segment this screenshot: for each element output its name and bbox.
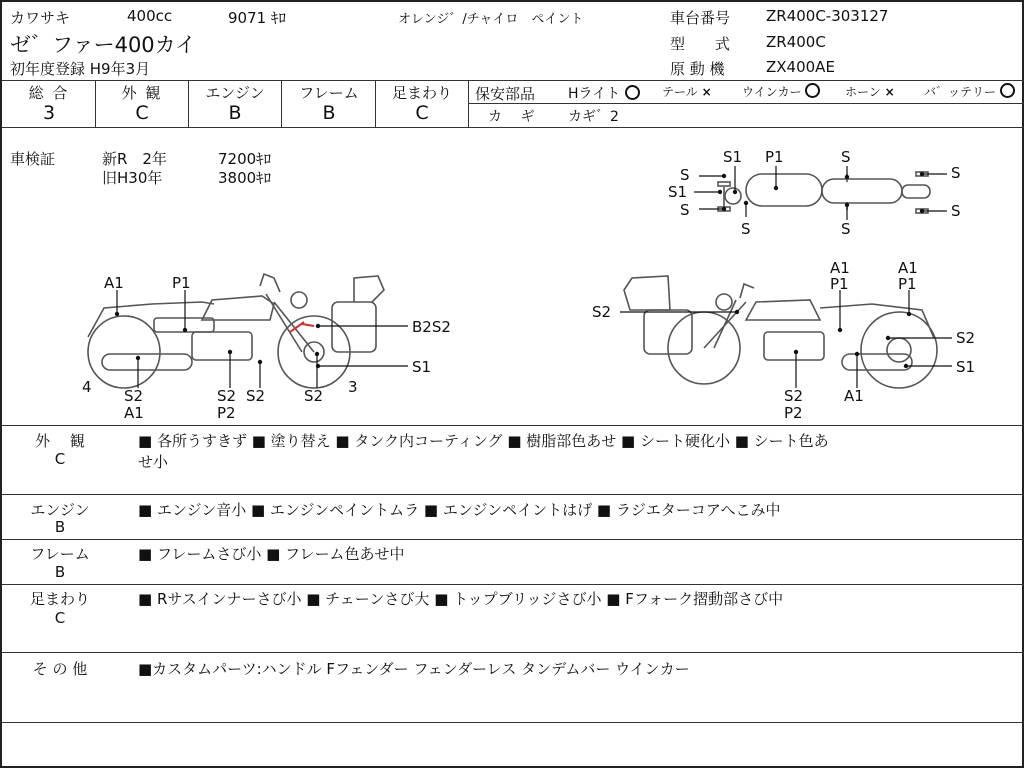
divider <box>2 494 1024 495</box>
diagram-label: S2 <box>246 387 266 405</box>
diagram-label: S1 <box>723 148 743 166</box>
damage-diagram <box>2 130 1024 425</box>
inspection-old-km: 3800ｷﾛ <box>218 169 272 187</box>
diagram-label: A1 <box>124 404 144 422</box>
diagram-label: S1 <box>668 183 688 201</box>
score-value-exterior: C <box>135 102 149 124</box>
divider <box>468 80 469 127</box>
notes-grade-engine: B <box>54 518 66 536</box>
keys-label: カ ギ <box>488 109 535 125</box>
top-view-bike-icon <box>718 172 930 213</box>
frame-no: ZR400C-303127 <box>766 7 889 25</box>
first-registration: 初年度登録 H9年3月 <box>10 60 151 78</box>
safety-title: 保安部品 <box>475 85 536 103</box>
diagram-label: P2 <box>217 404 236 422</box>
divider <box>468 103 1024 104</box>
safety-battery: バ゛ッテリー <box>924 83 1015 100</box>
notes-category-engine: エンジン <box>30 501 90 519</box>
score-label-overall: 総 合 <box>28 84 70 102</box>
diagram-label: S2 <box>124 387 144 405</box>
diagram-label: S <box>841 148 851 166</box>
type-label: 型 式 <box>670 35 731 53</box>
score-label-suspension: 足まわり <box>391 84 452 102</box>
diagram-label: P1 <box>898 275 917 293</box>
score-label-frame: フレーム <box>299 84 359 102</box>
notes-text-engine: ■ エンジン音小 ■ エンジンペイントムラ ■ エンジンペイントはげ ■ ラジエターコアへこみ中 <box>138 501 781 519</box>
diagram-label: S1 <box>412 358 432 376</box>
diagram-label: A1 <box>104 274 124 292</box>
safety-tail: テール × <box>662 85 712 99</box>
divider <box>2 652 1024 653</box>
diagram-label: S2 <box>784 387 804 405</box>
diagram-label: S <box>951 202 961 220</box>
diagram-label: 4 <box>82 378 92 396</box>
notes-text-suspension: ■ Rサスインナーさび小 ■ チェーンさび大 ■ トップブリッジさび小 ■ Fフォーク摺動部さび中 <box>138 590 784 608</box>
score-value-frame: B <box>322 102 336 124</box>
divider <box>281 80 282 127</box>
color: オレンジ゛/チャイロ ペイント <box>398 12 584 27</box>
type-value: ZR400C <box>766 33 826 51</box>
diagram-label: S2 <box>304 387 324 405</box>
diagram-label: S <box>951 164 961 182</box>
inspection-old: 旧H30年 <box>102 169 163 187</box>
score-value-suspension: C <box>415 102 429 124</box>
engine-label: 原 動 機 <box>670 60 725 78</box>
ok-circle-icon <box>625 85 640 100</box>
divider <box>2 722 1024 723</box>
model-name: ゼ゛ファー400カイ <box>10 33 197 57</box>
diagram-label: 3 <box>348 378 358 396</box>
score-value-engine: B <box>228 102 242 124</box>
engine-model: ZX400AE <box>766 58 835 76</box>
diagram-label: S2 <box>217 387 237 405</box>
left-side-bike-icon <box>88 274 384 388</box>
safety-headlight: Hライト <box>568 83 640 103</box>
score-label-exterior: 外 観 <box>121 84 163 102</box>
diagram-label: B2S2 <box>412 318 451 336</box>
diagram-label: P2 <box>784 404 803 422</box>
keys-value: カギ゛2 <box>568 109 619 125</box>
notes-category-suspension: 足まわり <box>29 590 90 608</box>
score-label-engine: エンジン <box>205 84 265 102</box>
notes-text-frame: ■ フレームさび小 ■ フレーム色あせ中 <box>138 545 405 563</box>
notes-grade-suspension: C <box>54 609 66 627</box>
diagram-label: S2 <box>592 303 612 321</box>
score-value-overall: 3 <box>42 102 56 124</box>
notes-text-other: ■カスタムパーツ:ハンドル Fフェンダー フェンダーレス タンデムバー ウインカー <box>138 660 690 678</box>
diagram-label: S <box>680 201 690 219</box>
right-side-bike-icon <box>624 276 937 388</box>
diagram-label: S1 <box>956 358 976 376</box>
notes-text-exterior: ■ 各所うすきず ■ 塗り替え ■ タンク内コーティング ■ 樹脂部色あせ ■ シート硬化小 ■ シート色あ <box>138 432 829 450</box>
diagram-label: A1 <box>844 387 864 405</box>
divider <box>2 127 1024 128</box>
diagram-label: P1 <box>765 148 784 166</box>
diagram-label: P1 <box>172 274 191 292</box>
maker: カワサキ <box>10 9 71 27</box>
ok-circle-icon <box>805 83 820 98</box>
diagram-label: S2 <box>956 329 976 347</box>
notes-text-exterior-cont: せ小 <box>138 453 169 471</box>
divider <box>2 425 1024 426</box>
notes-category-other: そ の 他 <box>32 660 88 678</box>
frame-no-label: 車台番号 <box>670 9 731 27</box>
notes-category-exterior: 外 観 <box>35 432 85 450</box>
diagram-label: A1 <box>830 259 850 277</box>
notes-grade-frame: B <box>54 563 66 581</box>
inspection-new: 新R 2年 <box>102 150 167 168</box>
mileage: 9071 ｷﾛ <box>228 9 286 27</box>
divider <box>2 539 1024 540</box>
ok-circle-icon <box>1000 83 1015 98</box>
displacement: 400cc <box>127 7 173 25</box>
safety-horn: ホーン × <box>845 85 895 99</box>
diagram-label: A1 <box>898 259 918 277</box>
notes-category-frame: フレーム <box>30 545 90 563</box>
inspection-new-km: 7200ｷﾛ <box>218 150 272 168</box>
safety-winker: ウインカー <box>742 83 820 100</box>
diagram-label: S <box>680 166 690 184</box>
diagram-label: P1 <box>830 275 849 293</box>
notes-grade-exterior: C <box>54 450 66 468</box>
diagram-label: S <box>741 220 751 238</box>
divider <box>2 584 1024 585</box>
divider <box>2 80 1024 81</box>
diagram-label: S <box>841 220 851 238</box>
inspection-label: 車検証 <box>10 150 56 168</box>
